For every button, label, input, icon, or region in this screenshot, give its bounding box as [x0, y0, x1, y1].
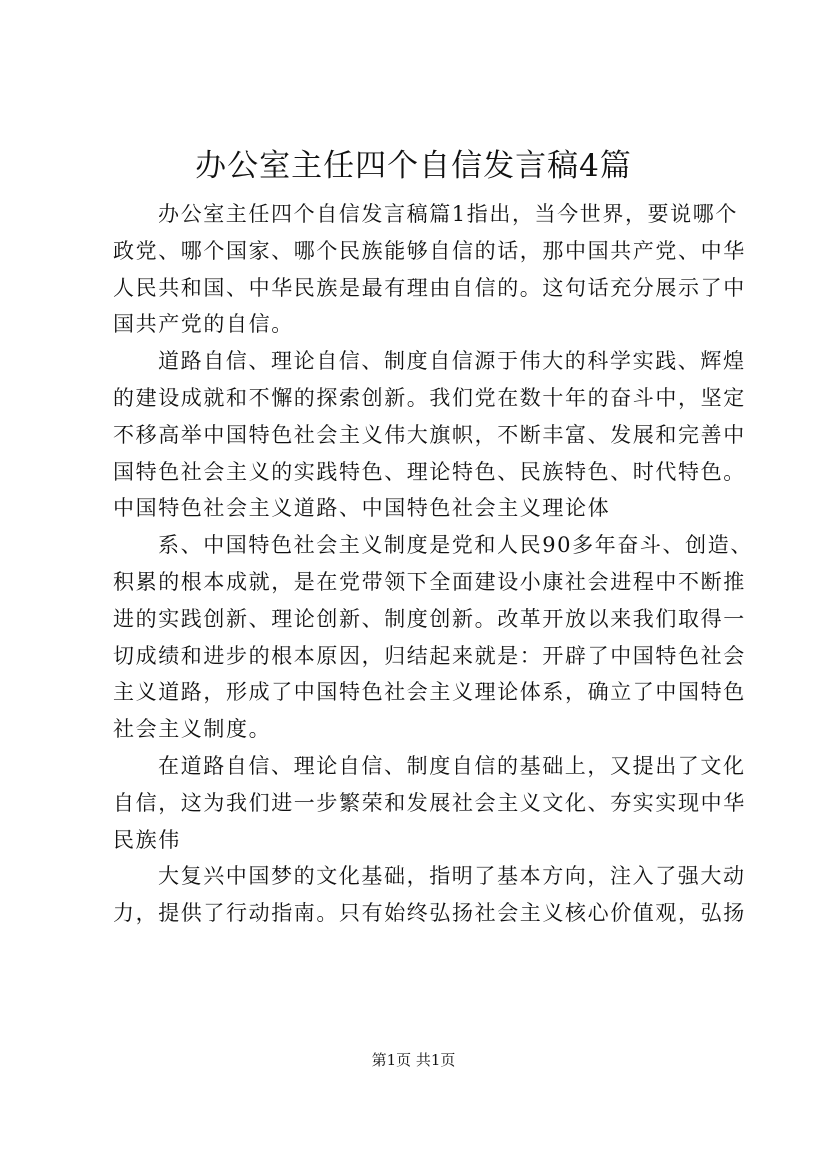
paragraph-4 [113, 748, 753, 858]
paragraph-line: 社会主义制度。 [113, 717, 272, 742]
paragraph-line: 不移高举中国特色社会主义伟大旗帜，不断丰富、发展和完善中 [113, 422, 746, 447]
paragraph-line: 自信，这为我们进一步繁荣和发展社会主义文化、夯实实现中华 [113, 790, 746, 815]
paragraph-line: 人民共和国、中华民族是最有理由自信的。这句话充分展示了中 [113, 275, 746, 300]
paragraph-line: 政党、哪个国家、哪个民族能够自信的话，那中国共产党、中华 [113, 238, 746, 263]
document-title: 办公室主任四个自信发言稿4篇 [195, 148, 632, 184]
paragraph-3 [113, 527, 753, 748]
paragraph-line: 切成绩和进步的根本原因，归结起来就是：开辟了中国特色社会 [113, 643, 746, 668]
paragraph-line: 在道路自信、理论自信、制度自信的基础上，又提出了文化 [158, 753, 746, 778]
paragraph-line: 国特色社会主义的实践特色、理论特色、民族特色、时代特色。 [113, 459, 746, 484]
paragraph-line: 中国特色社会主义道路、中国特色社会主义理论体 [113, 496, 611, 521]
paragraph-line: 力，提供了行动指南。只有始终弘扬社会主义核心价值观，弘扬 [113, 901, 746, 926]
paragraph-1 [113, 196, 753, 343]
paragraph-line: 的建设成就和不懈的探索创新。我们党在数十年的奋斗中，坚定 [113, 385, 746, 410]
paragraph-2 [113, 343, 753, 527]
paragraph-line: 办公室主任四个自信发言稿篇1指出，当今世界，要说哪个 [158, 202, 738, 226]
paragraph-line: 主义道路，形成了中国特色社会主义理论体系，确立了中国特色 [113, 680, 746, 705]
paragraph-line: 道路自信、理论自信、制度自信源于伟大的科学实践、辉煌 [158, 349, 746, 374]
paragraph-line: 大复兴中国梦的文化基础，指明了基本方向，注入了强大动 [158, 864, 746, 889]
document-body [113, 196, 753, 932]
paragraph-line: 国共产党的自信。 [113, 312, 294, 337]
paragraph-line: 民族伟 [113, 827, 181, 852]
paragraph-5 [113, 858, 753, 932]
paragraph-line: 积累的根本成就，是在党带领下全面建设小康社会进程中不断推 [113, 569, 746, 594]
page-number-footer: 第1页 共1页 [371, 1051, 456, 1069]
paragraph-line: 系、中国特色社会主义制度是党和人民90多年奋斗、创造、 [158, 533, 753, 558]
paragraph-line: 进的实践创新、理论创新、制度创新。改革开放以来我们取得一 [113, 606, 746, 631]
